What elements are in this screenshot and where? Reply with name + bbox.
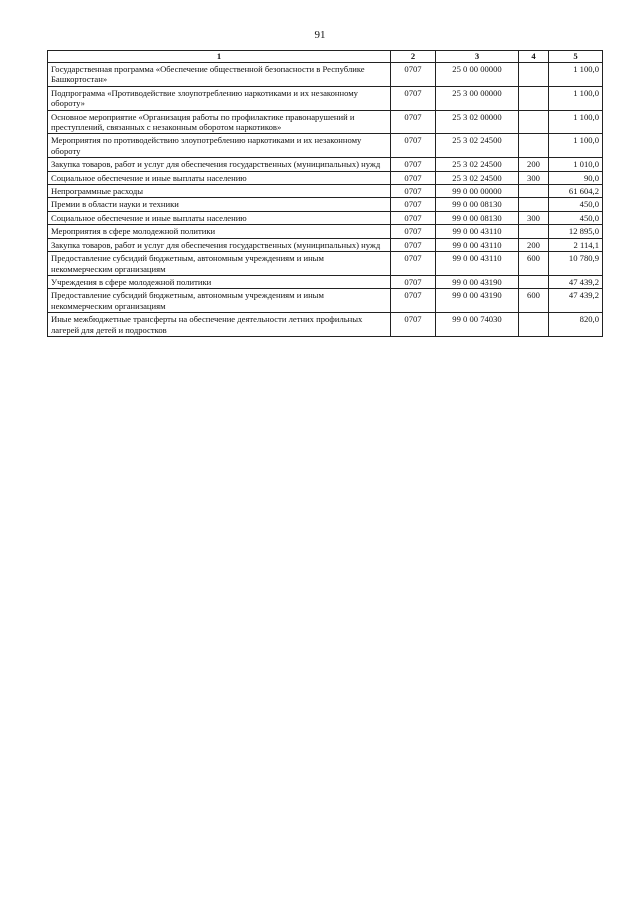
row-section: 0707 — [391, 275, 436, 288]
row-section: 0707 — [391, 211, 436, 224]
row-name: Предоставление субсидий бюджетным, автономным учреждениям и иным некоммерческим организациям — [48, 289, 391, 313]
header-amount: 5 — [549, 51, 603, 63]
row-type — [519, 225, 549, 238]
row-type: 200 — [519, 238, 549, 251]
table-row — [48, 86, 603, 110]
row-name: Закупка товаров, работ и услуг для обеспечения государственных (муниципальных) нужд — [48, 238, 391, 251]
row-amount: 820,0 — [549, 313, 603, 337]
row-name: Мероприятия по противодействию злоупотреблению наркотиками и их незаконному обороту — [48, 134, 391, 158]
row-code: 99 0 00 43110 — [436, 225, 519, 238]
row-amount: 1 100,0 — [549, 110, 603, 134]
row-type — [519, 110, 549, 134]
row-code: 99 0 00 08130 — [436, 198, 519, 211]
table-row — [48, 198, 603, 211]
row-amount: 1 010,0 — [549, 158, 603, 171]
row-code: 25 0 00 00000 — [436, 63, 519, 87]
row-amount: 1 100,0 — [549, 63, 603, 87]
row-section: 0707 — [391, 198, 436, 211]
row-type — [519, 275, 549, 288]
header-section: 2 — [391, 51, 436, 63]
table-row — [48, 63, 603, 87]
row-type — [519, 313, 549, 337]
row-name: Подпрограмма «Противодействие злоупотреблению наркотиками и их незаконному обороту» — [48, 86, 391, 110]
row-amount: 61 604,2 — [549, 185, 603, 198]
table-row — [48, 211, 603, 224]
row-name: Непрограммные расходы — [48, 185, 391, 198]
row-section: 0707 — [391, 134, 436, 158]
row-section: 0707 — [391, 252, 436, 276]
row-section: 0707 — [391, 185, 436, 198]
row-section: 0707 — [391, 86, 436, 110]
row-type — [519, 86, 549, 110]
row-name: Социальное обеспечение и иные выплаты населению — [48, 211, 391, 224]
table-row — [48, 252, 603, 276]
row-amount: 1 100,0 — [549, 86, 603, 110]
row-code: 25 3 02 24500 — [436, 158, 519, 171]
row-section: 0707 — [391, 225, 436, 238]
row-code: 99 0 00 43190 — [436, 289, 519, 313]
row-amount: 10 780,9 — [549, 252, 603, 276]
row-name: Учреждения в сфере молодежной политики — [48, 275, 391, 288]
row-type — [519, 198, 549, 211]
row-type — [519, 185, 549, 198]
row-amount: 90,0 — [549, 171, 603, 184]
row-code: 99 0 00 43110 — [436, 252, 519, 276]
table-row — [48, 238, 603, 251]
row-type: 600 — [519, 252, 549, 276]
row-name: Основное мероприятие «Организация работы по профилактике правонарушений и преступлений, связанных с незаконным оборотом наркотиков» — [48, 110, 391, 134]
table-row — [48, 171, 603, 184]
row-section: 0707 — [391, 238, 436, 251]
table-row — [48, 313, 603, 337]
row-code: 25 3 00 00000 — [436, 86, 519, 110]
table-row — [48, 275, 603, 288]
header-code: 3 — [436, 51, 519, 63]
table-row — [48, 158, 603, 171]
row-name: Премии в области науки и техники — [48, 198, 391, 211]
table-row — [48, 289, 603, 313]
row-section: 0707 — [391, 313, 436, 337]
row-name: Предоставление субсидий бюджетным, автономным учреждениям и иным некоммерческим организациям — [48, 252, 391, 276]
row-type: 300 — [519, 171, 549, 184]
row-type — [519, 63, 549, 87]
row-name: Государственная программа «Обеспечение общественной безопасности в Республике Башкортостан» — [48, 63, 391, 87]
row-amount: 12 895,0 — [549, 225, 603, 238]
row-section: 0707 — [391, 289, 436, 313]
table-header-row — [48, 51, 603, 63]
row-name: Мероприятия в сфере молодежной политики — [48, 225, 391, 238]
table-row — [48, 110, 603, 134]
header-name: 1 — [48, 51, 391, 63]
row-type: 300 — [519, 211, 549, 224]
row-amount: 47 439,2 — [549, 275, 603, 288]
row-type: 200 — [519, 158, 549, 171]
table-body — [48, 63, 603, 337]
table-row — [48, 134, 603, 158]
row-section: 0707 — [391, 171, 436, 184]
row-name: Иные межбюджетные трансферты на обеспечение деятельности летних профильных лагерей для детей и подростков — [48, 313, 391, 337]
row-section: 0707 — [391, 158, 436, 171]
budget-table — [47, 50, 603, 337]
row-code: 99 0 00 43110 — [436, 238, 519, 251]
row-type: 600 — [519, 289, 549, 313]
page-number: 91 — [314, 29, 326, 41]
row-section: 0707 — [391, 63, 436, 87]
row-code: 25 3 02 24500 — [436, 134, 519, 158]
row-code: 25 3 02 24500 — [436, 171, 519, 184]
row-type — [519, 134, 549, 158]
row-amount: 47 439,2 — [549, 289, 603, 313]
row-code: 99 0 00 43190 — [436, 275, 519, 288]
table-row — [48, 225, 603, 238]
row-name: Социальное обеспечение и иные выплаты населению — [48, 171, 391, 184]
row-amount: 1 100,0 — [549, 134, 603, 158]
row-code: 99 0 00 74030 — [436, 313, 519, 337]
row-name: Закупка товаров, работ и услуг для обеспечения государственных (муниципальных) нужд — [48, 158, 391, 171]
row-code: 25 3 02 00000 — [436, 110, 519, 134]
row-section: 0707 — [391, 110, 436, 134]
row-amount: 450,0 — [549, 211, 603, 224]
row-amount: 2 114,1 — [549, 238, 603, 251]
row-amount: 450,0 — [549, 198, 603, 211]
table-row — [48, 185, 603, 198]
row-code: 99 0 00 00000 — [436, 185, 519, 198]
header-type: 4 — [519, 51, 549, 63]
row-code: 99 0 00 08130 — [436, 211, 519, 224]
